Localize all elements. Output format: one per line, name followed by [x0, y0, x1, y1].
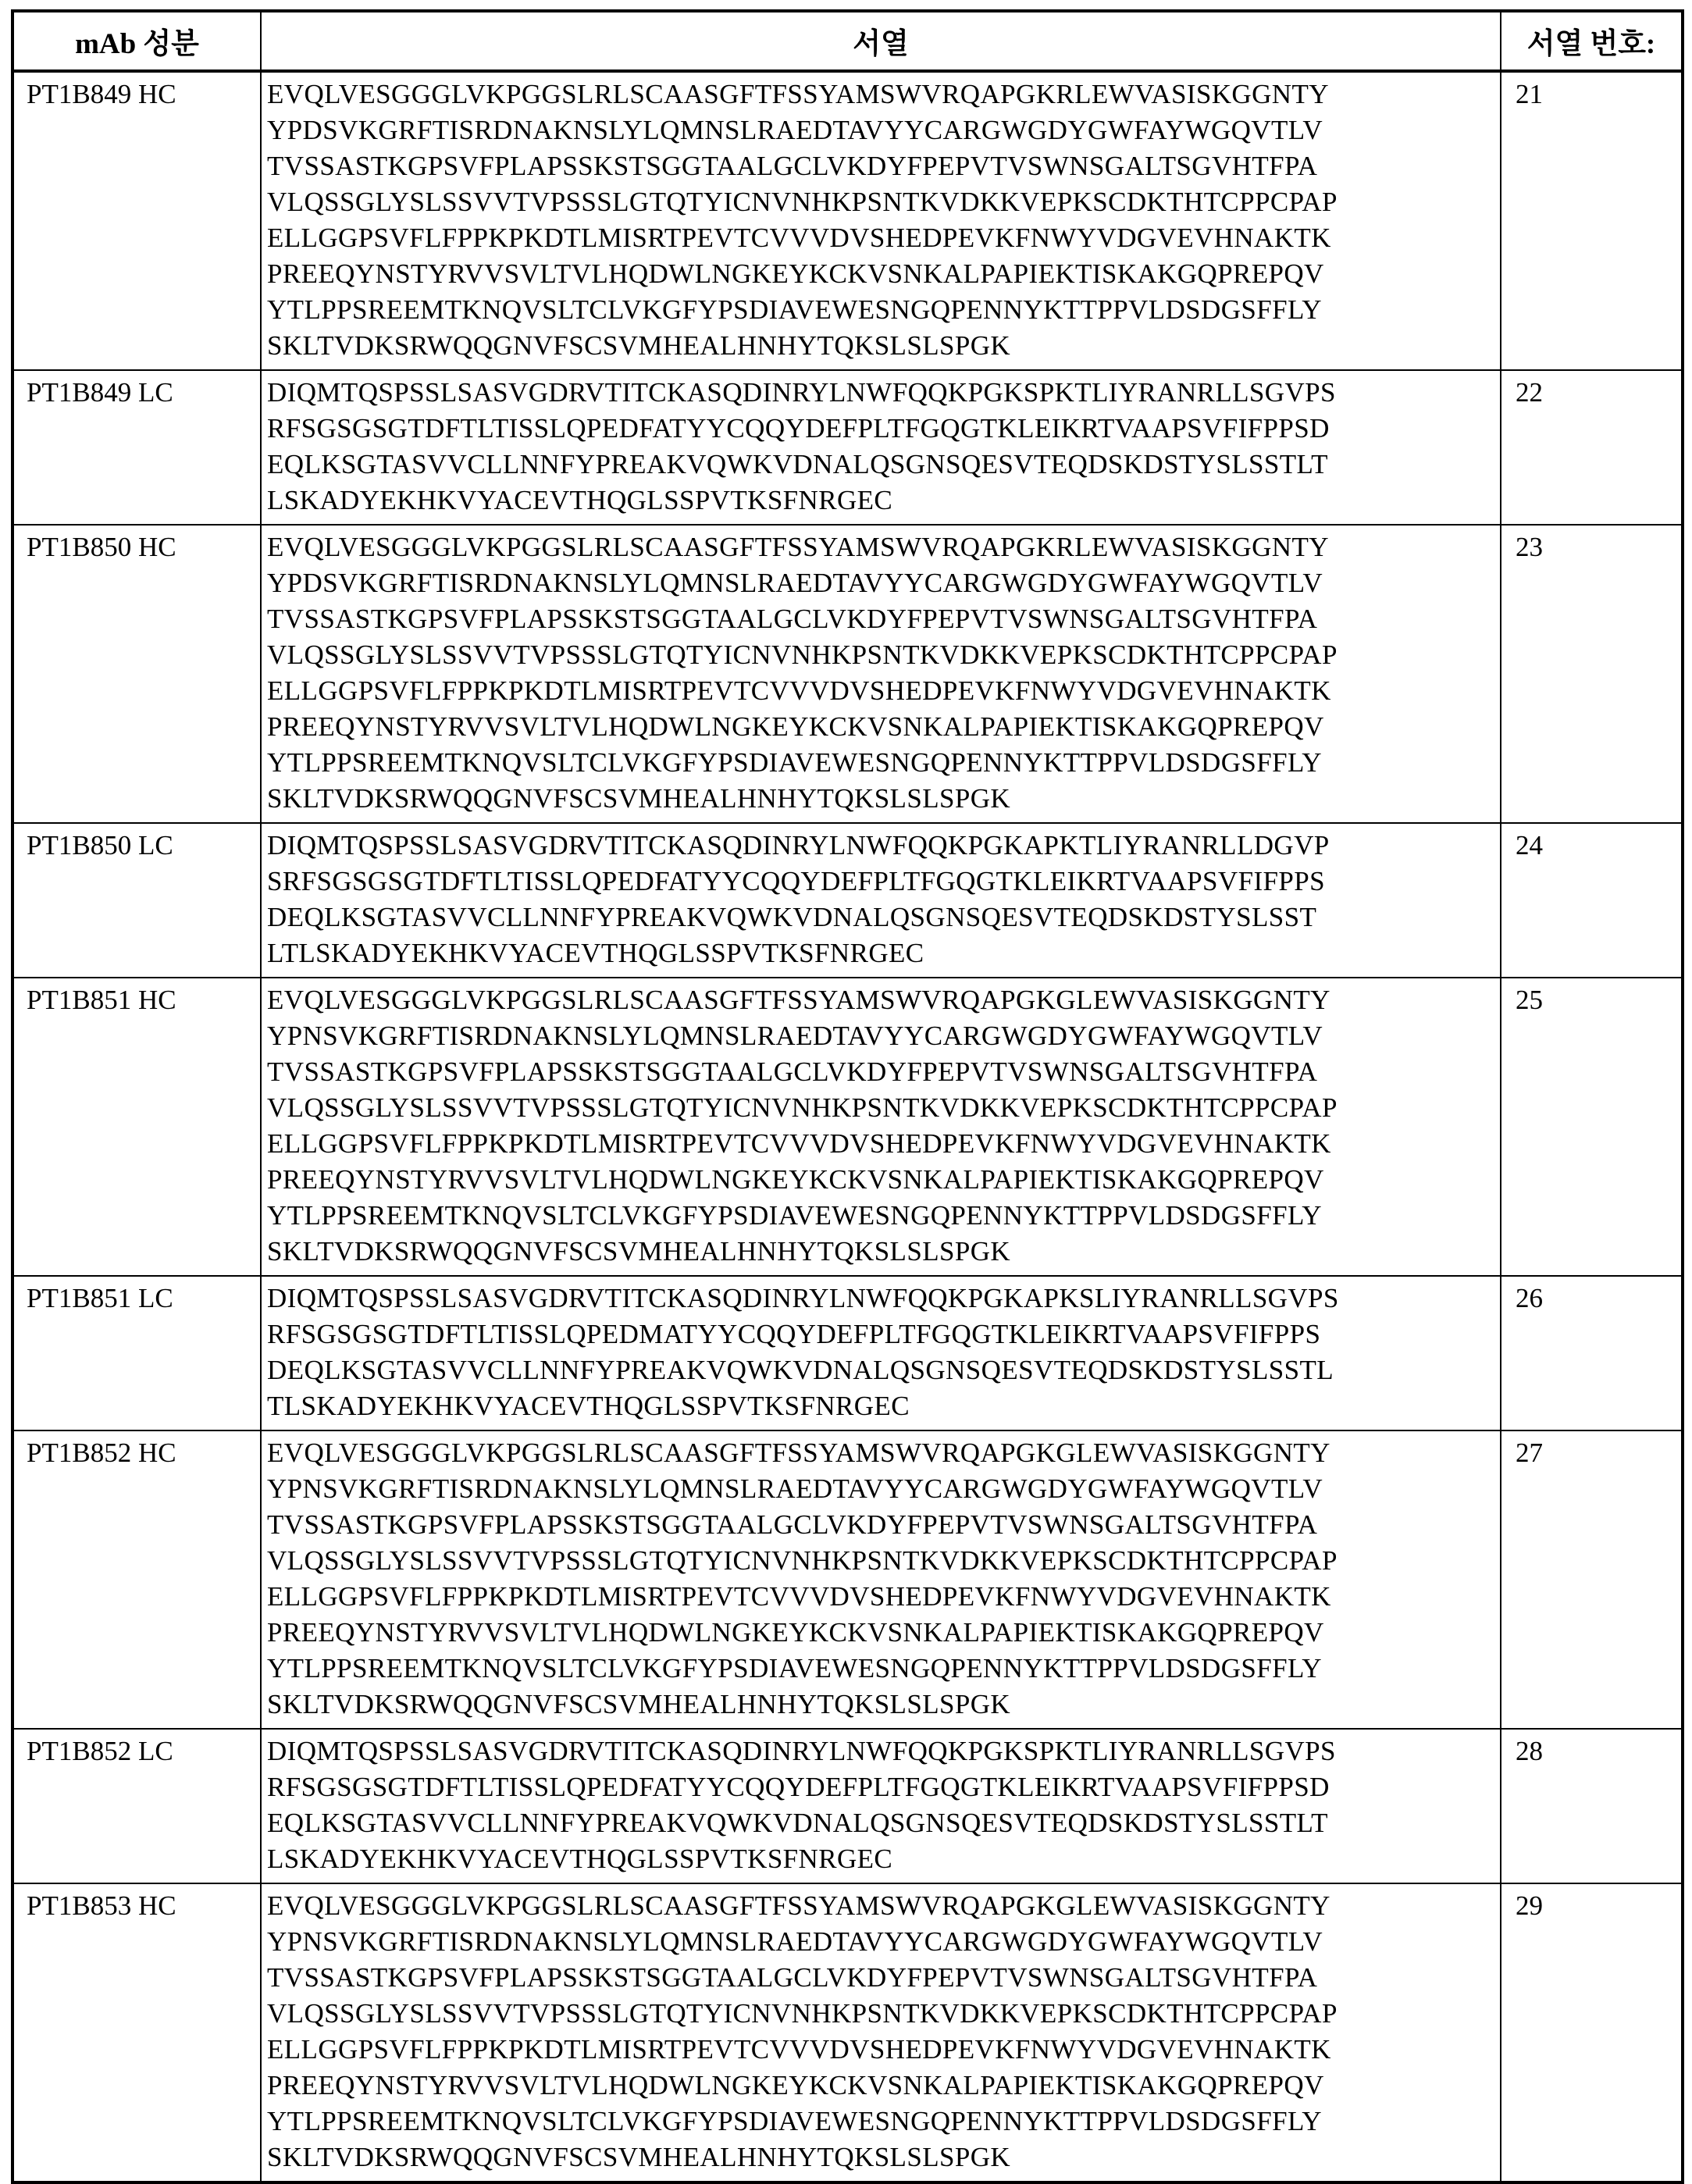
mab-component-cell: PT1B853 HC [12, 1883, 261, 2182]
table-row [12, 525, 1683, 823]
sequence-line: TVSSASTKGPSVFPLAPSSKSTSGGTAALGCLVKDYFPEPVTVSWNSGALTSGVHTFPA [267, 604, 1318, 634]
column-header-sequence: 서열 [261, 11, 1501, 71]
sequence-line: LTLSKADYEKHKVYACEVTHQGLSSPVTKSFNRGEC [267, 938, 924, 968]
table-row [12, 1276, 1683, 1430]
sequence-cell [261, 370, 1501, 525]
sequence-line: PREEQYNSTYRVVSVLTVLHQDWLNGKEYKCKVSNKALPAPIEKTISKAKGQPREPQV [267, 1617, 1324, 1648]
sequence-line: YPNSVKGRFTISRDNAKNSLYLQMNSLRAEDTAVYYCARGWGDYGWFAYWGQVTLV [267, 1473, 1323, 1504]
sequence-cell [261, 978, 1501, 1276]
sequence-line: TVSSASTKGPSVFPLAPSSKSTSGGTAALGCLVKDYFPEPVTVSWNSGALTSGVHTFPA [267, 1509, 1318, 1540]
table-row [12, 978, 1683, 1276]
sequence-line: LSKADYEKHKVYACEVTHQGLSSPVTKSFNRGEC [267, 485, 893, 515]
table-row [12, 71, 1683, 370]
sequence-line: ELLGGPSVFLFPPKPKDTLMISRTPEVTCVVVDVSHEDPEVKFNWYVDGVEVHNAKTK [267, 1581, 1331, 1612]
sequence-line: EQLKSGTASVVCLLNNFYPREAKVQWKVDNALQSGNSQESVTEQDSKDSTYSLSSTLT [267, 449, 1328, 479]
sequence-line: DIQMTQSPSSLSASVGDRVTITCKASQDINRYLNWFQQKPGKAPKSLIYRANRLLSGVPS [267, 1283, 1339, 1313]
seq-id-cell: 27 [1501, 1430, 1683, 1729]
sequence-line: VLQSSGLYSLSSVVTVPSSSLGTQTYICNVNHKPSNTKVDKKVEPKSCDKTHTCPPCPAP [267, 640, 1338, 670]
mab-component-cell: PT1B851 LC [12, 1276, 261, 1430]
sequence-line: PREEQYNSTYRVVSVLTVLHQDWLNGKEYKCKVSNKALPAPIEKTISKAKGQPREPQV [267, 1164, 1324, 1195]
mab-component-cell: PT1B852 HC [12, 1430, 261, 1729]
sequence-cell [261, 1276, 1501, 1430]
sequence-line: DEQLKSGTASVVCLLNNFYPREAKVQWKVDNALQSGNSQESVTEQDSKDSTYSLSST [267, 902, 1317, 932]
mab-component-cell: PT1B850 HC [12, 525, 261, 823]
sequence-line: SKLTVDKSRWQQGNVFSCSVMHEALHNHYTQKSLSLSPGK [267, 2142, 1011, 2172]
mab-component-cell: PT1B850 LC [12, 823, 261, 978]
sequence-line: VLQSSGLYSLSSVVTVPSSSLGTQTYICNVNHKPSNTKVDKKVEPKSCDKTHTCPPCPAP [267, 187, 1338, 217]
sequence-line: SRFSGSGSGTDFTLTISSLQPEDFATYYCQQYDEFPLTFGQGTKLEIKRTVAAPSVFIFPPS [267, 866, 1325, 896]
sequence-line: YTLPPSREEMTKNQVSLTCLVKGFYPSDIAVEWESNGQPENNYKTTPPVLDSDGSFFLY [267, 2106, 1322, 2136]
sequence-line: TLSKADYEKHKVYACEVTHQGLSSPVTKSFNRGEC [267, 1391, 910, 1421]
column-header-seq-id: 서열 번호: [1501, 11, 1683, 71]
sequence-line: EVQLVESGGGLVKPGGSLRLSCAASGFTFSSYAMSWVRQAPGKRLEWVASISKGGNTY [267, 532, 1329, 562]
sequence-line: DEQLKSGTASVVCLLNNFYPREAKVQWKVDNALQSGNSQESVTEQDSKDSTYSLSSTL [267, 1355, 1334, 1385]
mab-component-cell: PT1B849 HC [12, 71, 261, 370]
sequence-line: DIQMTQSPSSLSASVGDRVTITCKASQDINRYLNWFQQKPGKSPKTLIYRANRLLSGVPS [267, 377, 1336, 408]
sequence-line: ELLGGPSVFLFPPKPKDTLMISRTPEVTCVVVDVSHEDPEVKFNWYVDGVEVHNAKTK [267, 2034, 1331, 2065]
sequence-line: VLQSSGLYSLSSVVTVPSSSLGTQTYICNVNHKPSNTKVDKKVEPKSCDKTHTCPPCPAP [267, 1545, 1338, 1576]
sequence-line: TVSSASTKGPSVFPLAPSSKSTSGGTAALGCLVKDYFPEPVTVSWNSGALTSGVHTFPA [267, 1056, 1318, 1087]
sequence-line: LSKADYEKHKVYACEVTHQGLSSPVTKSFNRGEC [267, 1844, 893, 1874]
sequence-line: PREEQYNSTYRVVSVLTVLHQDWLNGKEYKCKVSNKALPAPIEKTISKAKGQPREPQV [267, 2070, 1324, 2100]
seq-id-cell: 21 [1501, 71, 1683, 370]
sequence-line: TVSSASTKGPSVFPLAPSSKSTSGGTAALGCLVKDYFPEPVTVSWNSGALTSGVHTFPA [267, 1962, 1318, 1993]
sequence-line: YTLPPSREEMTKNQVSLTCLVKGFYPSDIAVEWESNGQPENNYKTTPPVLDSDGSFFLY [267, 747, 1322, 778]
sequence-line: YTLPPSREEMTKNQVSLTCLVKGFYPSDIAVEWESNGQPENNYKTTPPVLDSDGSFFLY [267, 1200, 1322, 1231]
mab-component-cell: PT1B851 HC [12, 978, 261, 1276]
mab-component-cell: PT1B852 LC [12, 1729, 261, 1883]
sequence-line: EVQLVESGGGLVKPGGSLRLSCAASGFTFSSYAMSWVRQAPGKRLEWVASISKGGNTY [267, 79, 1329, 109]
sequence-line: VLQSSGLYSLSSVVTVPSSSLGTQTYICNVNHKPSNTKVDKKVEPKSCDKTHTCPPCPAP [267, 1998, 1338, 2029]
seq-id-cell: 23 [1501, 525, 1683, 823]
seq-id-cell: 28 [1501, 1729, 1683, 1883]
table-row [12, 1883, 1683, 2182]
sequence-line: YPNSVKGRFTISRDNAKNSLYLQMNSLRAEDTAVYYCARGWGDYGWFAYWGQVTLV [267, 1021, 1323, 1051]
sequence-line: EQLKSGTASVVCLLNNFYPREAKVQWKVDNALQSGNSQESVTEQDSKDSTYSLSSTLT [267, 1808, 1328, 1838]
sequence-line: ELLGGPSVFLFPPKPKDTLMISRTPEVTCVVVDVSHEDPEVKFNWYVDGVEVHNAKTK [267, 675, 1331, 706]
sequence-line: YTLPPSREEMTKNQVSLTCLVKGFYPSDIAVEWESNGQPENNYKTTPPVLDSDGSFFLY [267, 294, 1322, 325]
sequence-cell [261, 71, 1501, 370]
table-row [12, 1430, 1683, 1729]
sequence-line: PREEQYNSTYRVVSVLTVLHQDWLNGKEYKCKVSNKALPAPIEKTISKAKGQPREPQV [267, 711, 1324, 742]
table-row [12, 823, 1683, 978]
seq-id-cell: 22 [1501, 370, 1683, 525]
mab-component-cell: PT1B849 LC [12, 370, 261, 525]
sequence-line: RFSGSGSGTDFTLTISSLQPEDFATYYCQQYDEFPLTFGQGTKLEIKRTVAAPSVFIFPPSD [267, 413, 1330, 444]
sequence-line: DIQMTQSPSSLSASVGDRVTITCKASQDINRYLNWFQQKPGKSPKTLIYRANRLLSGVPS [267, 1736, 1336, 1766]
table-row [12, 370, 1683, 525]
sequence-cell [261, 525, 1501, 823]
sequence-cell [261, 1883, 1501, 2182]
sequence-line: YPNSVKGRFTISRDNAKNSLYLQMNSLRAEDTAVYYCARGWGDYGWFAYWGQVTLV [267, 1926, 1323, 1957]
sequence-cell [261, 823, 1501, 978]
sequence-line: SKLTVDKSRWQQGNVFSCSVMHEALHNHYTQKSLSLSPGK [267, 783, 1011, 814]
sequence-line: VLQSSGLYSLSSVVTVPSSSLGTQTYICNVNHKPSNTKVDKKVEPKSCDKTHTCPPCPAP [267, 1092, 1338, 1123]
sequence-line: DIQMTQSPSSLSASVGDRVTITCKASQDINRYLNWFQQKPGKAPKTLIYRANRLLDGVP [267, 830, 1330, 860]
column-header-mab-component: mAb 성분 [12, 11, 261, 71]
seq-id-cell: 26 [1501, 1276, 1683, 1430]
sequence-line: EVQLVESGGGLVKPGGSLRLSCAASGFTFSSYAMSWVRQAPGKGLEWVASISKGGNTY [267, 1890, 1330, 1921]
sequence-cell [261, 1430, 1501, 1729]
sequence-line: ELLGGPSVFLFPPKPKDTLMISRTPEVTCVVVDVSHEDPEVKFNWYVDGVEVHNAKTK [267, 223, 1331, 253]
antibody-sequence-table [11, 9, 1684, 2184]
sequence-line: EVQLVESGGGLVKPGGSLRLSCAASGFTFSSYAMSWVRQAPGKGLEWVASISKGGNTY [267, 985, 1330, 1015]
sequence-line: YTLPPSREEMTKNQVSLTCLVKGFYPSDIAVEWESNGQPENNYKTTPPVLDSDGSFFLY [267, 1653, 1322, 1683]
sequence-line: TVSSASTKGPSVFPLAPSSKSTSGGTAALGCLVKDYFPEPVTVSWNSGALTSGVHTFPA [267, 151, 1318, 181]
sequence-line: SKLTVDKSRWQQGNVFSCSVMHEALHNHYTQKSLSLSPGK [267, 1689, 1011, 1719]
sequence-line: SKLTVDKSRWQQGNVFSCSVMHEALHNHYTQKSLSLSPGK [267, 330, 1011, 361]
seq-id-cell: 29 [1501, 1883, 1683, 2182]
sequence-line: YPDSVKGRFTISRDNAKNSLYLQMNSLRAEDTAVYYCARGWGDYGWFAYWGQVTLV [267, 115, 1323, 145]
table-header-row [12, 11, 1683, 71]
sequence-line: SKLTVDKSRWQQGNVFSCSVMHEALHNHYTQKSLSLSPGK [267, 1236, 1011, 1267]
sequence-line: ELLGGPSVFLFPPKPKDTLMISRTPEVTCVVVDVSHEDPEVKFNWYVDGVEVHNAKTK [267, 1128, 1331, 1159]
seq-id-cell: 25 [1501, 978, 1683, 1276]
seq-id-cell: 24 [1501, 823, 1683, 978]
sequence-line: PREEQYNSTYRVVSVLTVLHQDWLNGKEYKCKVSNKALPAPIEKTISKAKGQPREPQV [267, 258, 1324, 289]
sequence-line: RFSGSGSGTDFTLTISSLQPEDMATYYCQQYDEFPLTFGQGTKLEIKRTVAAPSVFIFPPS [267, 1319, 1321, 1349]
table-row [12, 1729, 1683, 1883]
sequence-line: YPDSVKGRFTISRDNAKNSLYLQMNSLRAEDTAVYYCARGWGDYGWFAYWGQVTLV [267, 568, 1323, 598]
sequence-line: RFSGSGSGTDFTLTISSLQPEDFATYYCQQYDEFPLTFGQGTKLEIKRTVAAPSVFIFPPSD [267, 1772, 1330, 1802]
sequence-cell [261, 1729, 1501, 1883]
sequence-line: EVQLVESGGGLVKPGGSLRLSCAASGFTFSSYAMSWVRQAPGKGLEWVASISKGGNTY [267, 1438, 1330, 1468]
